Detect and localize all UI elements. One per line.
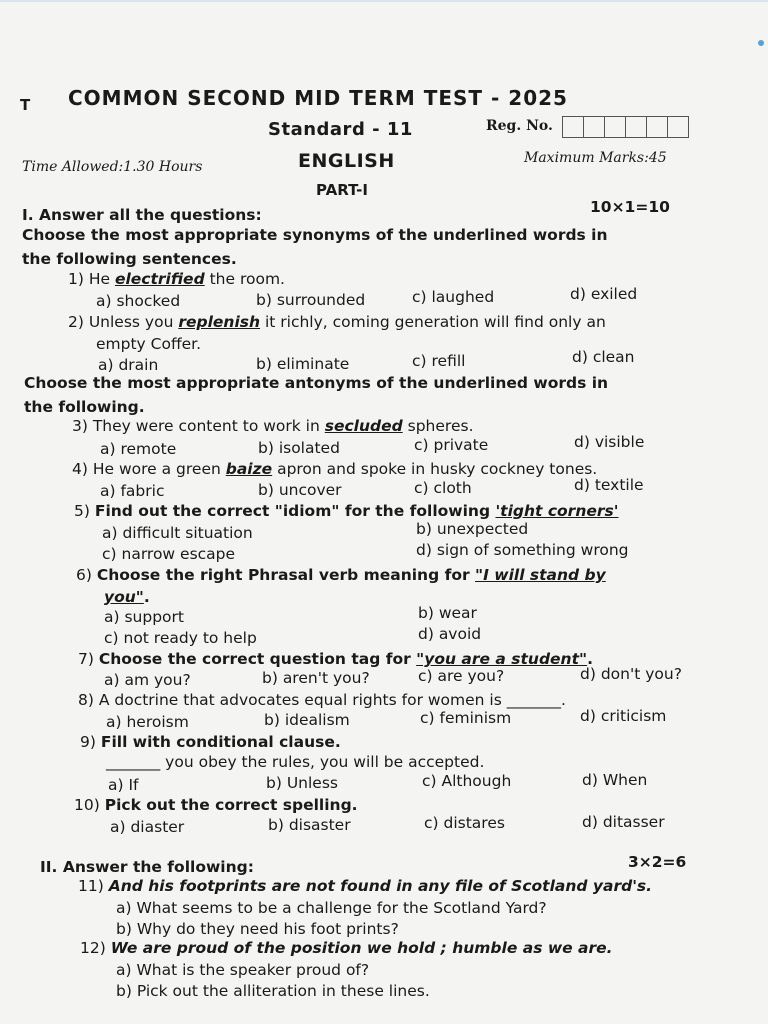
question-12-b: b) Pick out the alliteration in these lines. bbox=[116, 982, 430, 1000]
question-7: 7) Choose the correct question tag for "you are a student". bbox=[78, 650, 593, 668]
option: c) distares bbox=[424, 814, 505, 832]
option: b) disaster bbox=[268, 816, 351, 834]
question-12-a: a) What is the speaker proud of? bbox=[116, 961, 370, 979]
option: c) narrow escape bbox=[102, 545, 236, 563]
question-9-cont: _______ you obey the rules, you will be accepted. bbox=[106, 753, 485, 771]
option: d) avoid bbox=[418, 625, 482, 643]
question-6: 6) Choose the right Phrasal verb meaning for "I will stand by bbox=[76, 566, 606, 584]
time-allowed: Time Allowed:1.30 Hours bbox=[22, 159, 203, 175]
option: a) remote bbox=[100, 440, 177, 458]
option: a) difficult situation bbox=[102, 524, 253, 542]
synonyms-instruction: Choose the most appropriate synonyms of the underlined words in bbox=[22, 226, 608, 244]
option: d) visible bbox=[574, 433, 645, 451]
option: c) refill bbox=[412, 352, 466, 370]
section-1-heading: I. Answer all the questions: bbox=[22, 206, 262, 224]
part-label: PART-I bbox=[316, 181, 368, 199]
option: d) ditasser bbox=[582, 813, 665, 831]
option: a) support bbox=[104, 608, 184, 626]
max-marks: Maximum Marks:45 bbox=[524, 150, 667, 166]
option: c) cloth bbox=[414, 479, 472, 497]
antonyms-instruction-cont: the following. bbox=[24, 398, 145, 416]
option: d) clean bbox=[572, 348, 635, 366]
blue-dot-mark bbox=[758, 40, 764, 46]
option: c) not ready to help bbox=[104, 629, 257, 647]
option: a) fabric bbox=[100, 482, 165, 500]
section-2-marks: 3×2=6 bbox=[628, 853, 687, 871]
option: b) Unless bbox=[266, 774, 338, 792]
corner-letter: T bbox=[20, 96, 31, 114]
option: b) surrounded bbox=[256, 291, 366, 309]
option: d) textile bbox=[574, 476, 644, 494]
option: b) idealism bbox=[264, 711, 350, 729]
question-3: 3) They were content to work in secluded spheres. bbox=[72, 417, 474, 435]
option: a) If bbox=[108, 776, 139, 794]
question-2-cont: empty Coffer. bbox=[96, 335, 202, 353]
option: a) heroism bbox=[106, 713, 189, 731]
option: b) wear bbox=[418, 604, 477, 622]
option: c) feminism bbox=[420, 709, 512, 727]
antonyms-instruction: Choose the most appropriate antonyms of the underlined words in bbox=[24, 374, 609, 392]
option: d) don't you? bbox=[580, 665, 682, 683]
synonyms-instruction-cont: the following sentences. bbox=[22, 250, 237, 268]
subject-title: ENGLISH bbox=[298, 150, 395, 172]
option: c) private bbox=[414, 436, 489, 454]
reg-no-label: Reg. No. bbox=[486, 118, 553, 134]
question-10: 10) Pick out the correct spelling. bbox=[74, 796, 358, 814]
option: d) sign of something wrong bbox=[416, 541, 629, 559]
option: b) isolated bbox=[258, 439, 340, 457]
question-5: 5) Find out the correct "idiom" for the following 'tight corners' bbox=[74, 502, 619, 520]
question-12: 12) We are proud of the position we hold ; humble as we are. bbox=[80, 939, 613, 957]
question-2: 2) Unless you replenish it richly, coming generation will find only an bbox=[68, 313, 606, 331]
standard-label: Standard - 11 bbox=[268, 119, 413, 140]
option: a) diaster bbox=[110, 818, 185, 836]
option: c) laughed bbox=[412, 288, 495, 306]
option: c) Although bbox=[422, 772, 512, 790]
option: c) are you? bbox=[418, 667, 505, 685]
question-4: 4) He wore a green baize apron and spoke in husky cockney tones. bbox=[72, 460, 598, 478]
section-1-marks: 10×1=10 bbox=[590, 198, 670, 216]
option: b) uncover bbox=[258, 481, 342, 499]
question-11-b: b) Why do they need his foot prints? bbox=[116, 920, 399, 938]
option: d) exiled bbox=[570, 285, 638, 303]
page-edge bbox=[0, 0, 768, 2]
option: b) aren't you? bbox=[262, 669, 370, 687]
reg-no-boxes[interactable] bbox=[562, 116, 688, 138]
option: d) criticism bbox=[580, 707, 667, 725]
option: a) am you? bbox=[104, 671, 191, 689]
section-2-heading: II. Answer the following: bbox=[40, 858, 254, 876]
question-6-cont: you". bbox=[104, 588, 150, 606]
exam-title: COMMON SECOND MID TERM TEST - 2025 bbox=[68, 86, 568, 110]
option: b) unexpected bbox=[416, 520, 529, 538]
question-11: 11) And his footprints are not found in any file of Scotland yard's. bbox=[78, 877, 653, 895]
option: a) shocked bbox=[96, 292, 181, 310]
option: b) eliminate bbox=[256, 355, 350, 373]
option: a) drain bbox=[98, 356, 159, 374]
question-9: 9) Fill with conditional clause. bbox=[80, 733, 341, 751]
question-1: 1) He electrified the room. bbox=[68, 270, 285, 288]
question-11-a: a) What seems to be a challenge for the Scotland Yard? bbox=[116, 899, 547, 917]
option: d) When bbox=[582, 771, 648, 789]
question-8: 8) A doctrine that advocates equal rights for women is _______. bbox=[78, 691, 566, 709]
